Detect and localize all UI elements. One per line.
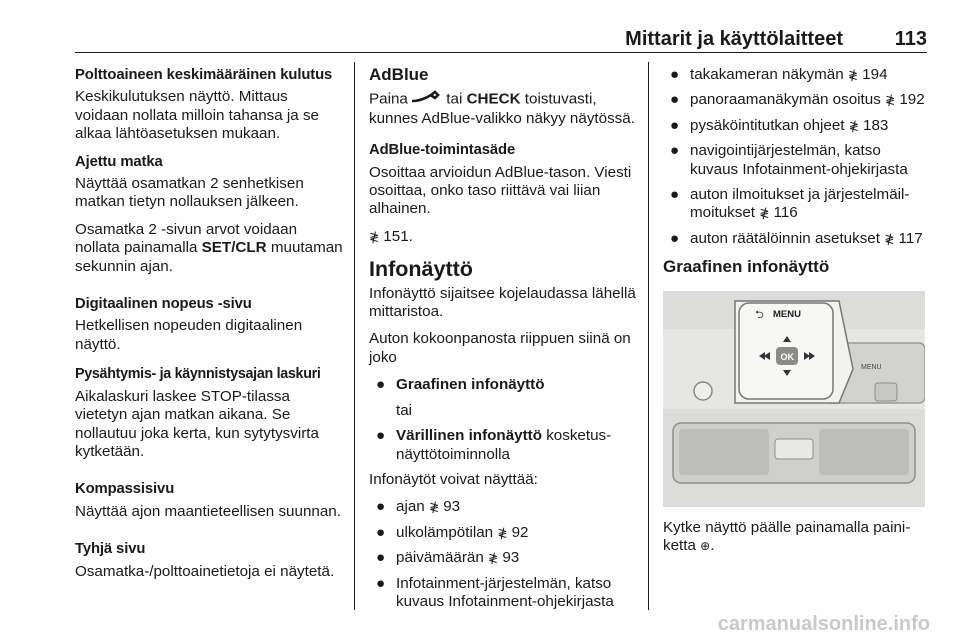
- column-left: [75, 66, 345, 590]
- reference-arrow-icon: ≹: [847, 68, 858, 82]
- page-reference: 93: [502, 549, 520, 567]
- watermark: carmanualsonline.info: [717, 613, 930, 635]
- section-heading-blank-page: Tyhjä sivu: [75, 541, 146, 558]
- page-reference: 92: [511, 523, 529, 541]
- section-heading-graphic-info-display: Graafinen infonäyttö: [663, 257, 830, 277]
- paragraph: Hetkellisen nopeuden digitaalinen näyttö.: [75, 317, 303, 353]
- section-heading-adblue: AdBlue: [369, 65, 429, 84]
- svg-text:⮌: ⮌: [755, 308, 764, 321]
- list-item-or: tai: [396, 401, 413, 419]
- paragraph: Infonäytöt voivat näyttää:: [369, 470, 538, 488]
- paragraph: Osamatka-/polttoainetietoja ei näytetä.: [75, 562, 335, 580]
- reference-arrow-icon: ≹: [428, 500, 439, 515]
- display-content-list: [369, 498, 641, 611]
- reference-arrow-icon: ≹: [369, 229, 380, 244]
- bullet-icon: ●: [670, 142, 680, 160]
- section-heading-digital-speed: Digitaalinen nopeus -sivu: [75, 296, 252, 313]
- dashboard-panel-drawing: [663, 291, 925, 507]
- reference-arrow-icon: ≹: [497, 525, 508, 540]
- reference-arrow-icon: ≹: [884, 231, 895, 246]
- page-reference: 183: [863, 116, 889, 134]
- paragraph: Näyttää ajon maantieteellisen suunnan.: [75, 502, 341, 520]
- paragraph: Näyttää osamatkan 2 senhetkisen matkan tietyn nollauksen jälkeen.: [75, 175, 304, 211]
- page-header: [75, 26, 927, 53]
- section-heading-trip-distance: Ajettu matka: [75, 153, 163, 170]
- ok-label: OK: [780, 351, 794, 362]
- display-content-list-continued: [663, 66, 927, 248]
- reference-arrow-icon: ≹: [848, 118, 859, 133]
- list-item: ● panoraamanäkymän osoitus ≹ 192: [670, 91, 925, 109]
- bullet-icon: ●: [376, 574, 386, 592]
- list-item: ● ulkolämpötilan ≹ 92: [376, 523, 529, 541]
- paragraph: Auton kokoonpanosta riippuen siinä on joko: [369, 330, 631, 366]
- paragraph: Aikalaskuri laskee STOP-tilassa vietetyn ajan matkan aikana. Se nollautuu joka kerta, kun sytytysvirta kytketään.: [75, 387, 319, 460]
- paragraph: Osoittaa arvioidun AdBlue-tason. Viesti osoittaa, onko taso riittävä vai liian alhainen.: [369, 163, 632, 218]
- list-item: ● navigointijärjestelmän, katso kuvaus Infotainment-ohjekirjasta: [670, 142, 908, 178]
- menu-label: MENU: [773, 308, 801, 320]
- list-item: ● päivämäärän ≹ 93: [376, 549, 520, 567]
- bullet-icon: ●: [670, 186, 680, 204]
- section-heading-info-display: Infonäyttö: [369, 257, 473, 282]
- list-item: ● Värillinen infonäyttö kosketusnäyttötoiminnolla: [376, 427, 612, 463]
- page-reference: 192: [899, 91, 925, 109]
- column-divider-1: [354, 62, 355, 610]
- section-heading-compass: Kompassisivu: [75, 481, 175, 498]
- button-name-check: CHECK: [466, 91, 521, 109]
- list-item: ● auton ilmoitukset ja järjestelmäilmoitukset ≹ 116: [670, 186, 910, 222]
- bullet-icon: ●: [670, 66, 680, 83]
- list-item: ● Infotainment-järjestelmän, katso kuvaus Infotainment-ohjekirjasta: [376, 574, 614, 610]
- bullet-icon: ●: [670, 91, 680, 109]
- power-button-icon: ⊕: [700, 539, 711, 554]
- reference-arrow-icon: ≹: [488, 551, 499, 566]
- list-item: ● takakameran näkymän ≹ 194: [670, 66, 888, 83]
- paragraph: Paina tai CHECK toistuvasti, kunnes AdBlue-valikko näkyy näytössä.: [369, 91, 635, 127]
- list-item: ● pysäköintitutkan ohjeet ≹ 183: [670, 116, 889, 134]
- bullet-icon: ●: [670, 229, 680, 247]
- bullet-icon: ●: [376, 376, 386, 394]
- page-reference: 116: [773, 204, 798, 222]
- page-reference: 194: [862, 66, 888, 83]
- figure-caption: Kytke näyttö päälle painamalla painiketta ⊕.: [663, 518, 911, 555]
- bullet-icon: ●: [376, 523, 386, 541]
- info-display-illustration: [663, 291, 925, 507]
- page-reference: 93: [443, 498, 461, 516]
- list-item: ● auton räätälöinnin asetukset ≹ 117: [670, 229, 923, 247]
- column-middle: [369, 66, 641, 618]
- page-reference: ≹ 151.: [369, 227, 413, 245]
- page-reference: 117: [898, 229, 923, 247]
- paragraph: Infonäyttö sijaitsee kojelaudassa lähellä mittaristoa.: [369, 284, 636, 321]
- bullet-icon: ●: [376, 427, 386, 445]
- list-item: ● ajan ≹ 93: [376, 498, 461, 516]
- section-heading-average-consumption: Polttoaineen keskimääräinen kulutus: [75, 67, 333, 83]
- list-item: ● Graafinen infonäyttö: [376, 376, 545, 394]
- steering-wheel-button-icon: [412, 90, 442, 109]
- page-number: 113: [894, 28, 927, 50]
- paragraph: Osamatka 2 -sivun arvot voidaan nollata painamalla SET/CLR muutaman sekunnin ajan.: [75, 220, 343, 275]
- column-divider-2: [648, 62, 649, 610]
- section-heading-adblue-range: AdBlue-toimintasäde: [369, 142, 516, 159]
- chapter-title: Mittarit ja käyttölaitteet: [625, 28, 843, 50]
- reference-arrow-icon: ≹: [885, 93, 896, 108]
- menu-label-small: MENU: [861, 363, 882, 371]
- paragraph: Keskikulutuksen näyttö. Mittaus voidaan nollata milloin tahansa ja se alkaa lähtöasetuksen mukaan.: [75, 88, 320, 143]
- column-right: [663, 66, 927, 564]
- section-heading-stop-start-timer: Pysähtymis- ja käynnistysajan laskuri: [75, 366, 321, 383]
- button-name-setclr: SET/CLR: [201, 239, 267, 257]
- bullet-icon: ●: [376, 498, 386, 516]
- reference-arrow-icon: ≹: [759, 206, 770, 221]
- bullet-icon: ●: [670, 116, 680, 134]
- bullet-icon: ●: [376, 549, 386, 567]
